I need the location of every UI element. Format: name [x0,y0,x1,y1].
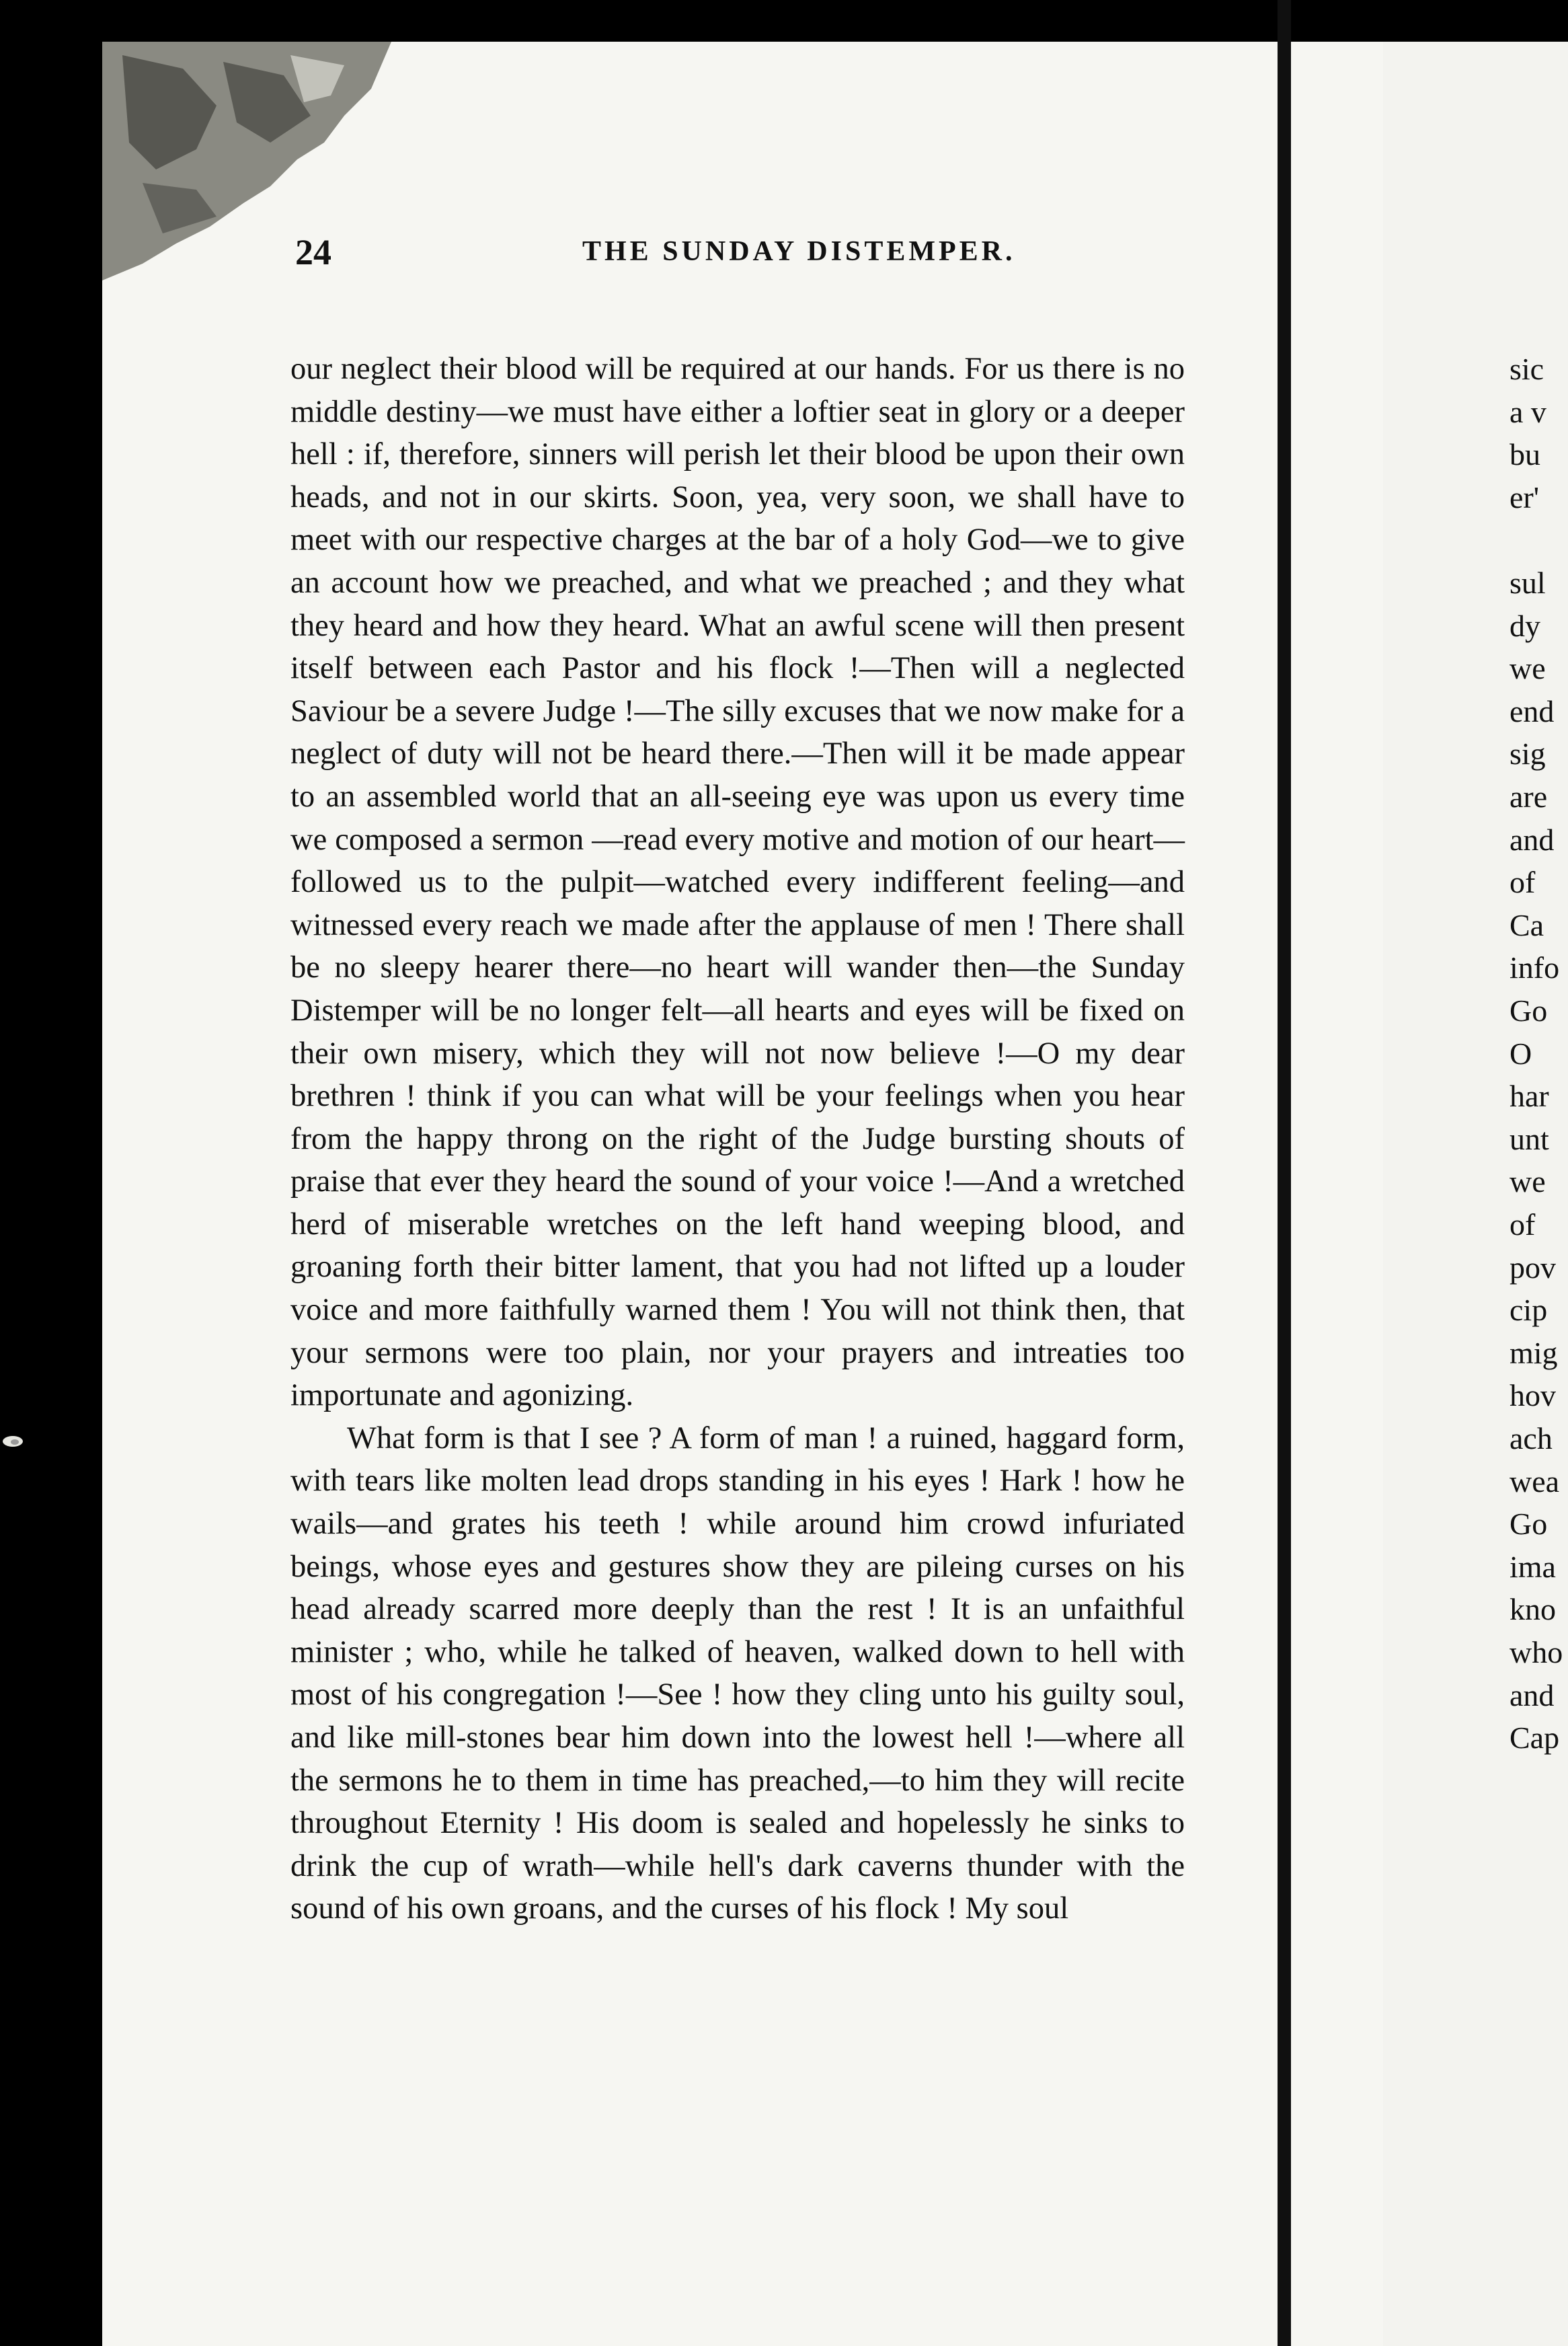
facing-page-line: we [1510,651,1546,686]
facing-page-line: a v [1510,394,1546,429]
facing-page-line: who [1510,1635,1563,1669]
facing-page-line: bu [1510,437,1540,472]
facing-page-line: sul [1510,566,1546,600]
facing-page-line: unt [1510,1121,1549,1156]
facing-page-line: and [1510,1677,1555,1712]
facing-page-line: of [1510,865,1536,900]
facing-page-line: kno [1510,1592,1556,1627]
book-page [102,42,1383,2346]
facing-page-line: Cap [1510,1720,1560,1755]
facing-page-line: of [1510,1207,1536,1242]
facing-page-line: har [1510,1079,1549,1114]
facing-page-line: end [1510,693,1555,728]
facing-page [1383,42,1568,2346]
margin-blot [1,1434,24,1449]
page-header [295,231,1189,285]
facing-page-line: hov [1510,1378,1556,1413]
facing-page-line: dy [1510,608,1540,643]
facing-page-line: er' [1510,480,1540,515]
paragraph-2: What form is that I see ? A form of man ! a ruined, haggard form, with tears like molten lead drops standing in his eyes ! Hark ! how he wails—and grates his teeth ! while around him crowd infuriated beings, whose eyes and gestures show they are pileing curses on his head already scarred more deeply than the rest ! It is an unfaithful minister ; who, while he talked of heaven, walked down to hell with most of his congregation !—See ! how they cling unto his guilty soul, and like mill-stones bear him down into the lowest hell !—where all the sermons he to them in time has preached,—to him they will recite throughout Eternity ! His doom is sealed and hopelessly he sinks to drink the cup of wrath—while hell's dark caverns thunder with the sound of his own groans, and the curses of his flock ! My soul [290,1421,1185,1926]
page-number: 24 [295,232,331,272]
facing-page-line: and [1510,822,1555,857]
facing-page-line: sic [1510,352,1544,386]
facing-page-line: we [1510,1164,1546,1199]
facing-page-line: ach [1510,1421,1553,1455]
facing-page-line: Go [1510,993,1548,1028]
facing-page-line: Go [1510,1507,1548,1542]
facing-page-line: O [1510,1036,1532,1071]
facing-page-line: info [1510,950,1560,985]
facing-page-line: ima [1510,1549,1556,1584]
facing-page-line: are [1510,780,1548,814]
body-text [290,348,1185,1930]
facing-page-line: pov [1510,1250,1556,1285]
page-gutter [1278,0,1291,2346]
paragraph-1: our neglect their blood will be required at our hands. For us there is no middle destiny—we must have either a loftier seat in glory or a deeper hell : if, therefore, sinners will perish let their blood be upon their own heads, and not in our skirts. Soon, yea, very soon, we shall have to meet with our respective charges at the bar of a holy God—we to give an account how we preached, and what we preached ; and they what they heard and how they heard. What an awful scene will then present itself between each Pastor and his flock !—Then will a neglected Saviour be a severe Judge !—The silly excuses that we now make for a neglect of duty will not be heard there.—Then will it be made appear to an assembled world that an all-seeing eye was upon us every time we composed a sermon —read every motive and motion of our heart—followed us to the pulpit—watched every indifferent feeling—and witnessed every reach we made after the applause of men ! There shall be no sleepy hearer there—no heart will wander then—the Sunday Distemper will be no longer felt—all hearts and eyes will be fixed on their own misery, which they will not now believe !—O my dear brethren ! think if you can what will be your feelings when you hear from the happy throng on the right of the Judge bursting shouts of praise that ever they heard the sound of your voice !—And a wretched herd of miserable wretches on the left hand weeping blood, and groaning forth their bitter lament, that you had not lifted up a louder voice and more faithfully warned them ! You will not think then, that your sermons were too plain, nor your prayers and intreaties too importunate and agonizing. [290,352,1185,1413]
facing-page-line: mig [1510,1335,1558,1370]
running-head: THE SUNDAY DISTEMPER. [582,236,1016,267]
facing-page-line: Ca [1510,907,1544,942]
facing-page-line: sig [1510,736,1546,771]
facing-page-line: cip [1510,1293,1548,1328]
facing-page-line: wea [1510,1464,1560,1499]
